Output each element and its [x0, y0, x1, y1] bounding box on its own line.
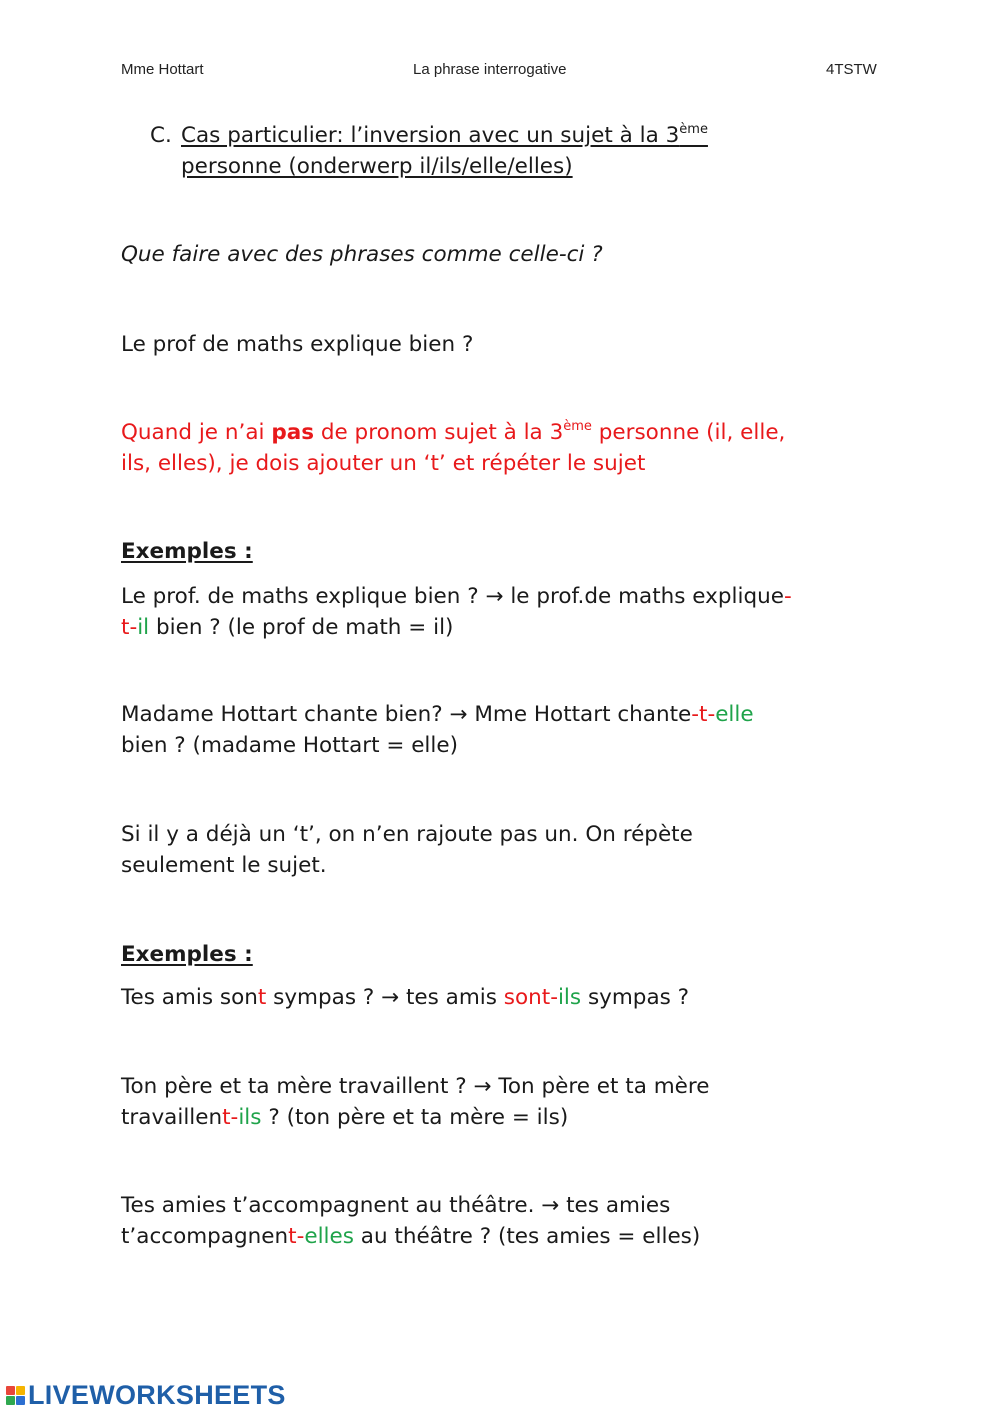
header-class: 4TSTW: [826, 61, 877, 78]
header-author: Mme Hottart: [121, 61, 204, 78]
examples-heading-1: Exemples :: [121, 539, 253, 564]
example-4: Ton père et ta mère travaillent ? → Ton père et ta mère travaillent-ils ? (ton père et ta mère = ils): [121, 1074, 710, 1130]
example-2: Madame Hottart chante bien? → Mme Hottart chante-t-elle bien ? (madame Hottart = elle): [121, 702, 754, 758]
section-letter: C.: [150, 123, 172, 148]
liveworksheets-logo: [6, 1380, 286, 1410]
intro-question: Que faire avec des phrases comme celle-ci ?: [121, 242, 603, 267]
logo-blocks-icon: [6, 1386, 25, 1405]
rule-text: Quand je n’ai pas de pronom sujet à la 3ème personne (il, elle, ils, elles), je dois ajouter un ‘t’ et répéter le sujet: [121, 419, 786, 476]
example-5: Tes amies t’accompagnent au théâtre. → tes amies t’accompagnent-elles au théâtre ? (tes amies = elles): [121, 1193, 701, 1249]
example-1: Le prof. de maths explique bien ? → le prof.de maths explique- t-il bien ? (le prof de math = il): [121, 584, 792, 640]
rule-2: Si il y a déjà un ‘t’, on n’en rajoute pas un. On répète seulement le sujet.: [121, 822, 693, 878]
sample-sentence: Le prof de maths explique bien ?: [121, 332, 474, 357]
logo-text: LIVEWORKSHEETS: [28, 1379, 286, 1410]
example-3: Tes amis sont sympas ? → tes amis sont-ils sympas ?: [121, 985, 690, 1010]
header-title: La phrase interrogative: [413, 61, 567, 78]
examples-heading-2: Exemples :: [121, 942, 253, 967]
section-title-text: Cas particulier: l’inversion avec un sujet à la 3ème personne (onderwerp il/ils/elle/elles): [181, 122, 708, 179]
